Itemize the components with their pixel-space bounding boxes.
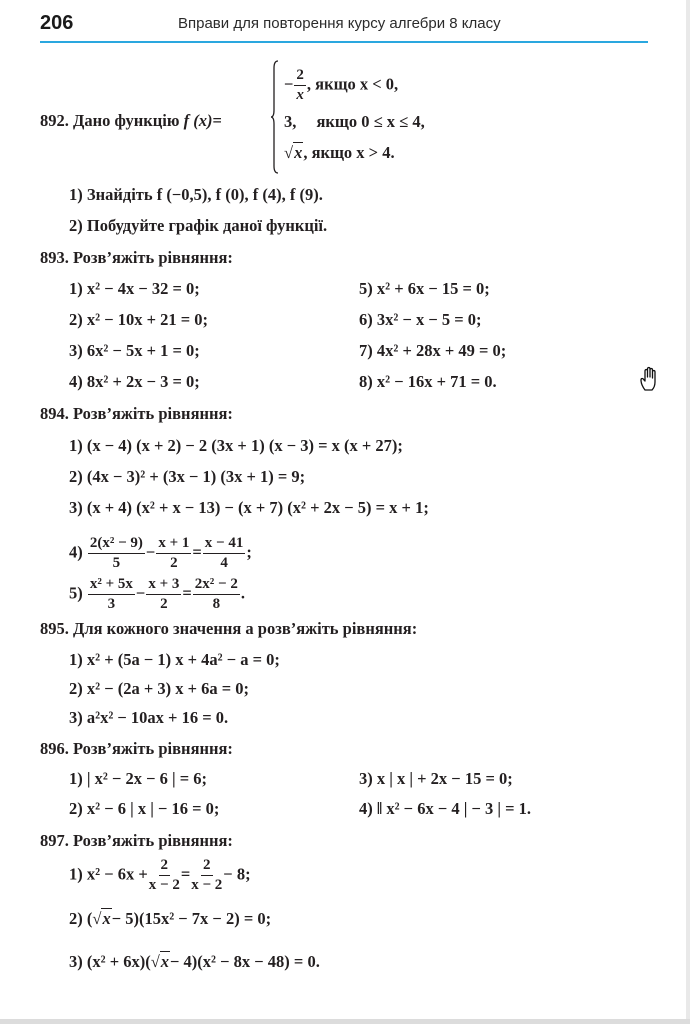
- page-edge-bottom: [0, 1019, 690, 1024]
- sqrt: √x: [92, 909, 111, 928]
- exercise-893-item: 4) 8x² + 2x − 3 = 0;: [69, 372, 200, 391]
- fraction: $\frac{\text{x² + 5x}}{3}$: [89, 576, 133, 612]
- running-title: Вправи для повторення курсу алгебри 8 класу: [178, 15, 501, 32]
- page-number: 206: [40, 12, 74, 34]
- exercise-893-title: 893. Розв’яжіть рівняння:: [40, 248, 233, 267]
- exercise-894-item: 2) (4x − 3)² + (3x − 1) (3x + 1) = 9;: [69, 467, 306, 486]
- sqrt: √x: [150, 952, 170, 971]
- fraction: $\frac{2}{x - 2}$: [191, 857, 223, 893]
- fraction: $\frac{2}{x - 2}$: [148, 857, 180, 893]
- exercise-893-item: 7) 4x² + 28x + 49 = 0;: [359, 341, 507, 360]
- exercise-896-item: 2) x² − 6 | x | − 16 = 0;: [69, 799, 220, 818]
- exercise-897-item-2: 2) (√x− 5)(15x² − 7x − 2) = 0;: [69, 909, 272, 928]
- fraction: $\frac{2}{x}$: [296, 67, 304, 103]
- case-2: 3, якщо 0 ≤ x ≤ 4,: [284, 112, 425, 131]
- fraction: $\frac{\text{2x² − 2}}{8}$: [194, 576, 238, 612]
- exercise-893-item: 2) x² − 10x + 21 = 0;: [69, 310, 209, 329]
- exercise-895-title: 895. Для кожного значення a розв’яжіть рівняння:: [40, 619, 418, 638]
- exercise-895-item: 3) a²x² − 10ax + 16 = 0.: [69, 708, 229, 727]
- exercise-893-item: 6) 3x² − x − 5 = 0;: [359, 310, 482, 329]
- exercise-893-item: 1) x² − 4x − 32 = 0;: [69, 279, 200, 298]
- exercise-894-item: 3) (x + 4) (x² + x − 13) − (x + 7) (x² + 2x − 5) = x + 1;: [69, 498, 429, 517]
- exercise-894-item: 1) (x − 4) (x + 2) − 2 (3x + 1) (x − 3) = x (x + 27);: [69, 436, 403, 455]
- page-edge-right: [686, 0, 690, 1024]
- exercise-894-item-4: 4) $\frac{\text{2(x² − 9)}}{5}$ − $\frac{x + 1}{2}$ = $\frac{x - 41}{4}$ ;: [69, 535, 252, 571]
- exercise-896-title: 896. Розв’яжіть рівняння:: [40, 739, 233, 758]
- fraction: $\frac{x - 41}{4}$: [204, 535, 244, 571]
- case-3: √x, якщо x > 4.: [284, 143, 395, 162]
- fraction: $\frac{x + 3}{2}$: [148, 576, 180, 612]
- hand-cursor-icon: [638, 366, 664, 392]
- exercise-893-item: 3) 6x² − 5x + 1 = 0;: [69, 341, 200, 360]
- exercise-896-item: 1) | x² − 2x − 6 | = 6;: [69, 769, 208, 788]
- exercise-895-item: 1) x² + (5a − 1) x + 4a² − a = 0;: [69, 650, 280, 669]
- piecewise-brace: [271, 60, 279, 174]
- fraction: $\frac{\text{2(x² − 9)}}{5}$: [89, 535, 143, 571]
- exercise-892-task-2: 2) Побудуйте графік даної функції.: [69, 216, 328, 235]
- exercise-897-title: 897. Розв’яжіть рівняння:: [40, 831, 233, 850]
- header-rule: [40, 41, 648, 43]
- exercise-892-task-1: 1) Знайдіть f (−0,5), f (0), f (4), f (9).: [69, 185, 323, 204]
- exercise-896-item: 3) x | x | + 2x − 15 = 0;: [359, 769, 513, 788]
- case-1: − $\frac{2}{x}$ , якщо x < 0,: [284, 67, 399, 103]
- exercise-893-item: 5) x² + 6x − 15 = 0;: [359, 279, 490, 298]
- fraction: $\frac{x + 1}{2}$: [158, 535, 190, 571]
- exercise-894-item-5: 5) $\frac{\text{x² + 5x}}{3}$ − $\frac{x + 3}{2}$ = $\frac{\text{2x² − 2}}{8}$ .: [69, 576, 245, 612]
- exercise-897-item-3: 3) (x² + 6x)(√x− 4)(x² − 8x − 48) = 0.: [69, 952, 320, 971]
- exercise-897-item-1: 1) x² − 6x + $\frac{2}{x - 2}$ = $\frac{2}{x - 2}$ − 8;: [69, 857, 251, 893]
- sqrt: √x: [284, 143, 303, 162]
- exercise-892-intro: 892. Дано функцію f (x)=: [40, 111, 222, 130]
- exercise-893-item: 8) x² − 16x + 71 = 0.: [359, 372, 497, 391]
- exercise-894-title: 894. Розв’яжіть рівняння:: [40, 404, 233, 423]
- exercise-895-item: 2) x² − (2a + 3) x + 6a = 0;: [69, 679, 250, 698]
- exercise-896-item: 4) ‖ x² − 6x − 4 | − 3 | = 1.: [359, 799, 532, 818]
- exercise-number: 892.: [40, 111, 69, 130]
